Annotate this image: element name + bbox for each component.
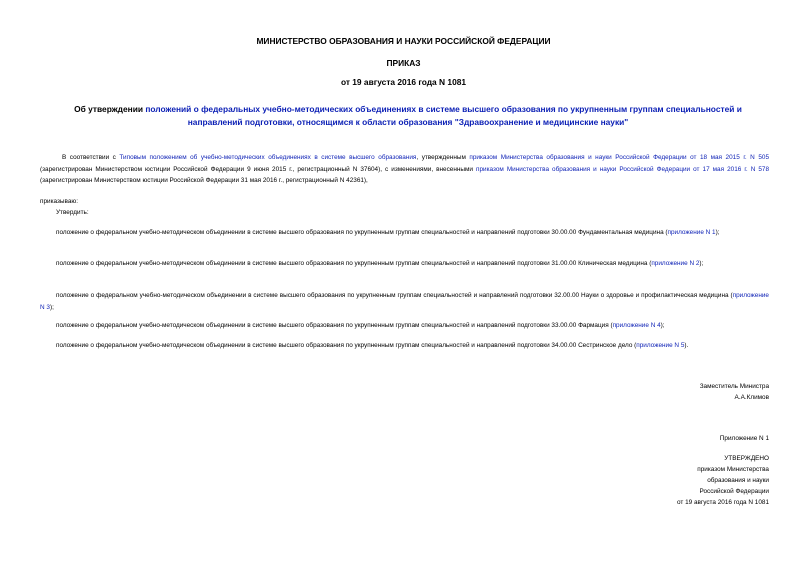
approve-line: Утвердить: [56, 209, 89, 216]
item-text: положение о федеральном учебно-методическом объединении в системе высшего образования по укрупненным группам специальностей и направлений подготовки 33.00.00 Фармация ( [56, 322, 613, 329]
approval-line-3: Российской Федерации [699, 488, 769, 495]
item-tail: ); [49, 303, 54, 311]
appendix-4-link[interactable]: приложение N 4 [612, 322, 661, 329]
doc-date-number: от 19 августа 2016 года N 1081 [340, 77, 467, 87]
ministry-heading: МИНИСТЕРСТВО ОБРАЗОВАНИЯ И НАУКИ РОССИЙСКОЙ ФЕДЕРАЦИИ [256, 36, 551, 46]
item-tail: ); [660, 322, 665, 329]
item-5 [40, 340, 769, 352]
appendix-5-link[interactable]: приложение N 5 [636, 342, 685, 349]
signature-title: Заместитель Министра [699, 383, 769, 390]
subject-link[interactable]: положений о федеральных учебно-методических объединениях в системе высшего образования по укрупненным группам специальностей и направлений подготовки, относящимся к области образования "Здравоохранение и медицинские науки" [145, 104, 742, 127]
item-3 [40, 290, 769, 313]
item-text: положение о федеральном учебно-методическом объединении в системе высшего образования по укрупненным группам специальностей и направлений подготовки 31.00.00 Клиническая медицина ( [56, 260, 652, 267]
item-text: положение о федеральном учебно-методическом объединении в системе высшего образования по укрупненным группам специальностей и направлений подготовки 30.00.00 Фундаментальная медицина ( [56, 229, 668, 236]
preamble-text-4: (зарегистрирован Министерством юстиции Российской Федерации 31 мая 2016 г., регистрационный N 42361), [40, 177, 368, 184]
subject-prefix: Об утверждении [74, 104, 146, 114]
item-tail: ); [715, 229, 720, 236]
item-4 [40, 320, 769, 332]
item-1 [40, 227, 769, 239]
appendix-label: Приложение N 1 [719, 435, 769, 442]
signature-name: А.А.Климов [734, 394, 769, 401]
appendix-2-link[interactable]: приложение N 2 [651, 260, 700, 267]
item-text: положение о федеральном учебно-методическом объединении в системе высшего образования по укрупненным группам специальностей и направлений подготовки 32.00.00 Науки о здоровье и профилактическая медицина ( [56, 292, 733, 299]
order-505-link[interactable]: приказом Министерства образования и науки Российской Федерации от 18 мая 2015 г. N 505 [469, 154, 769, 161]
approved-stamp-text: УТВЕРЖДЕНО [724, 455, 769, 462]
preamble-paragraph [40, 152, 769, 187]
preamble-text-3: (зарегистрирован Министерством юстиции Российской Федерации 9 июня 2015 г., регистрационный N 37604), с изменениями, внесенными [40, 165, 477, 173]
item-text: положение о федеральном учебно-методическом объединении в системе высшего образования по укрупненным группам специальностей и направлений подготовки 34.00.00 Сестринское дело ( [56, 342, 637, 349]
approval-line-4: от 19 августа 2016 года N 1081 [676, 499, 769, 506]
order-578-link[interactable]: приказом Министерства образования и науки Российской Федерации от 17 мая 2016 г. N 578 [476, 165, 770, 173]
approval-line-1: приказом Министерства [697, 466, 769, 473]
item-tail: ). [684, 342, 689, 349]
appendix-3-link[interactable]: приложение N 3 [40, 292, 769, 311]
appendix-1-link[interactable]: приложение N 1 [667, 229, 716, 236]
document-subject [50, 103, 766, 129]
item-2 [40, 258, 769, 270]
preamble-text-1: В соответствии с [62, 154, 120, 161]
doc-type-heading: ПРИКАЗ [386, 58, 421, 68]
typical-regulation-link[interactable]: Типовым положением об учебно-методических объединениях в системе высшего образования [119, 154, 417, 161]
approval-line-2: образования и науки [707, 477, 769, 484]
orders-line: приказываю: [40, 198, 78, 205]
item-tail: ); [699, 260, 704, 267]
preamble-text-2: , утвержденным [416, 154, 470, 161]
